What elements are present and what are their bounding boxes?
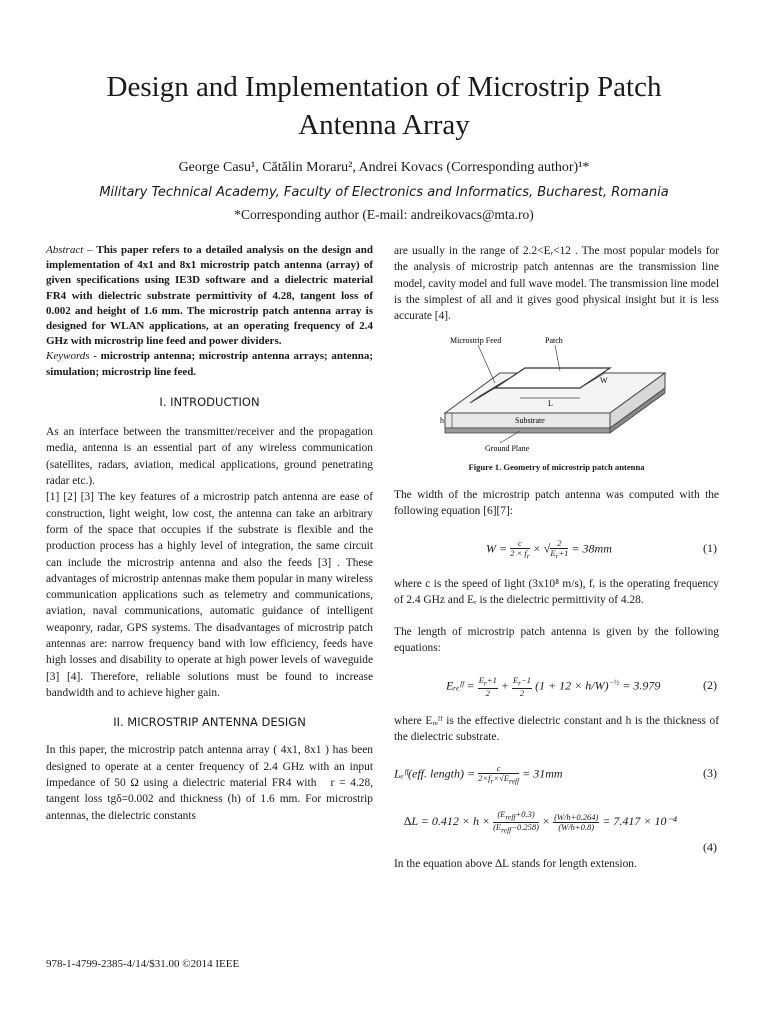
label-h: h xyxy=(440,416,444,425)
intro-heading: I. INTRODUCTION xyxy=(159,394,260,409)
eq1-lhs: W = xyxy=(486,541,508,556)
eq3-lhs: Lₑᶠᶠ(eff. length) = xyxy=(394,766,476,781)
title-line-1: Design and Implementation of Microstrip Patch xyxy=(106,71,662,103)
eq1-rhs: = 38mm xyxy=(571,541,612,556)
eq4-lhs: ∆L = 0.412 × h × xyxy=(404,813,491,828)
eq3-number: (3) xyxy=(703,766,717,780)
eq4-rhs: = 7.417 × 10⁻⁴ xyxy=(602,813,677,828)
affiliation: Military Technical Academy, Faculty of Electronics and Informatics, Bucharest, Romania xyxy=(99,185,669,200)
paper-title xyxy=(40,68,728,144)
abstract-label: Abstract – xyxy=(46,244,97,256)
keywords-label: Keywords - xyxy=(46,350,101,363)
right-paragraph-6: In the equation above ∆L stands for length extension. xyxy=(394,858,637,870)
equation-3: Lₑᶠᶠ(eff. length) = $\frac{c}{2\times f_r\times√E_{reff}}$ = 31mm (3) xyxy=(394,763,717,786)
left-column xyxy=(46,243,373,824)
eq2-lhs: Eᵣₑᶠᶠ = xyxy=(446,678,475,693)
label-patch: Patch xyxy=(545,336,563,345)
label-ground-plane: Ground Plane xyxy=(485,444,530,453)
antenna-diagram xyxy=(440,333,670,453)
eq3-rhs: = 31mm xyxy=(522,766,563,781)
figure-caption: Figure 1. Geometry of microstrip patch antenna xyxy=(468,462,645,472)
eq2-rhs: = 3.979 xyxy=(622,678,661,693)
abstract-text: This paper refers to a detailed analysis on the design and implementation of 4x1 and 8x1 microstrip patch antenna (array) of given specifications using IE3D software and a dielectric material FR4 with dielectric substrate permittivity of 4.28, tangent loss of 0.002 and height of 1.6 mm. The microstrip patch antenna array is designed for WLAN applications, at an operating frequency of 2.4 GHz with microstrip line feed and power dividers. xyxy=(46,244,373,348)
label-l: L xyxy=(548,399,553,408)
footer-copyright: 978-1-4799-2385-4/14/$31.00 ©2014 IEEE xyxy=(46,958,240,970)
equation-2: Eᵣₑᶠᶠ = $\frac{E_r+1}{2}$ + $\frac{E_r-1}{2}$ $(1 + 12 \times h/W)^{-\frac{1}{2}} = 3.979$ (2) xyxy=(446,675,717,698)
eq4-number: (4) xyxy=(703,840,717,854)
label-substrate: Substrate xyxy=(515,416,545,425)
keywords xyxy=(46,349,373,379)
intro-paragraph-2: [1] [2] [3] The key features of a microstrip patch antenna are ease of construction, light weight, low cost, the antenna can take an arbitrary form of the space that occupies if the substrate is flexible and the production process has a highly level of integration, the same circuit can include the microstrip antenna and also the feeds [3] . These advantages of microstrip antennas make them popular in many wireless communication applications such as telemetry and communications, aviation, naval communications, automatic guidance of intelligent weaponry, radar, GPS systems. The disadvantages of microstrip patch antennas are: narrow frequency band with low efficiency, feeds have high losses and disability to operate at high power levels of waveguide [3] [4]. Therefore, reliable solutions must be found to increase bandwidth and to achieve higher gain. xyxy=(46,491,373,699)
equation-1: W = $\frac{c}{2 \times f_r}$ × √ $\frac{2}{E_r+1}$ = 38mm (1) xyxy=(486,538,717,561)
label-microstrip-feed: Microstrip Feed xyxy=(450,336,502,345)
design-heading: II. MICROSTRIP ANTENNA DESIGN xyxy=(113,715,306,730)
antenna-geometry-figure xyxy=(440,333,670,453)
label-w: W xyxy=(600,376,608,385)
eq2-number: (2) xyxy=(703,678,717,692)
equation-4: ∆L = 0.412 × h × $\frac{(E_{reff}+0.3)}{(E_{reff}-0.258)}$ × $\frac{(W/h+0.264)}{(W/h+0.8)}$ = 7.417 × 10⁻⁴ (4) xyxy=(404,809,717,854)
authors: George Casu¹, Cătălin Moraru², Andrei Kovacs (Corresponding author)¹* xyxy=(178,160,590,175)
keywords-text: microstrip antenna; microstrip antenna arrays; antenna; simulation; microstrip line feed. xyxy=(46,350,373,378)
right-paragraph-4: The length of microstrip patch antenna is given by the following equations: xyxy=(394,626,719,655)
eq1-number: (1) xyxy=(703,541,717,555)
ground-plane xyxy=(445,428,610,433)
design-paragraph-1: In this paper, the microstrip patch antenna array ( 4x1, 8x1 ) has been designed to operate at a center frequency of 2.4 GHz with an input impedance of 50 Ω using a dielectric material FR4 with r = 4.28, tangent loss tgδ=0.002 and thickness (h) of 1.6 mm. For microstrip antennas, the dielectric constants xyxy=(46,744,373,822)
right-paragraph-2: The width of the microstrip patch antenna was computed with the following equation [6][7]: xyxy=(394,489,719,518)
corresponding-author: *Corresponding author (E-mail: andreikovacs@mta.ro) xyxy=(234,207,534,222)
right-paragraph-5: where Eᵣₑᶠᶠ is the effective dielectric constant and h is the thickness of the dielectric substrate. xyxy=(394,715,719,744)
right-paragraph-1: are usually in the range of 2.2<Eᵣ<12 . The most popular models for the analysis of microstrip patch antennas are the transmission line model, cavity model and full wave model. The transmission line model is the simplest of all and it gives good physical insight but it is less accurate [4]. xyxy=(394,245,719,323)
intro-paragraph-1: As an interface between the transmitter/receiver and the propagation media, antenna is an essential part of any wireless communication (satellites, radars, aviation, medical applications, ground penetrating radar etc.). xyxy=(46,426,373,488)
title-line-2: Antenna Array xyxy=(298,109,470,141)
abstract xyxy=(46,243,373,349)
right-paragraph-3: where c is the speed of light (3x10⁸ m/s), fᵣ is the operating frequency of 2.4 GHz and Eᵣ is the dielectric permittivity of 4.28. xyxy=(394,578,719,607)
